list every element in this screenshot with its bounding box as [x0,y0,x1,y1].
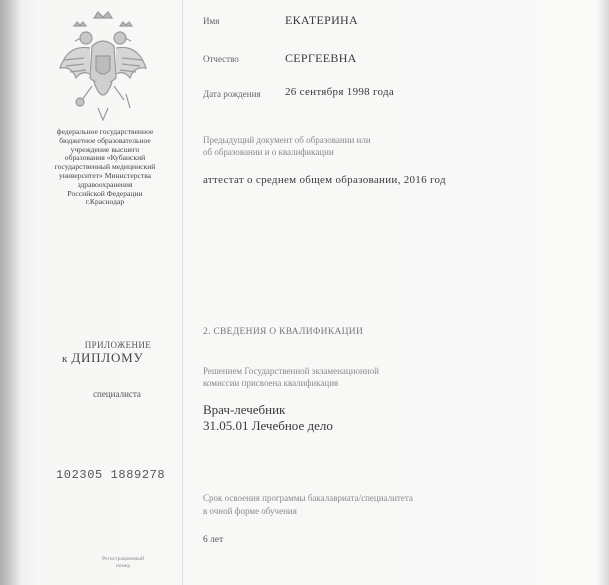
column-divider [182,0,183,585]
study-term-label-line: в очной форме обучения [203,506,297,516]
study-term-value: 6 лет [203,535,224,545]
issuer-line: Российской Федерации [67,188,143,198]
specialty-code: 31.05.01 Лечебное дело [203,418,333,433]
coat-of-arms-icon [54,8,152,126]
issuer-line: здравоохранения [77,179,133,189]
issuer-line: государственный медицинский [54,162,156,172]
appendix-subtitle [62,350,182,366]
qualification-title: Врач-лечебник [203,402,286,417]
prior-education-value: аттестат о среднем общем образовании, 2016 год [203,174,446,186]
study-term-label-line: Срок освоения программы бакалавриата/специалитета [203,493,413,503]
registration-label [78,556,168,570]
issuer-block [30,128,180,207]
issuer-line: университет» Министерства [58,170,152,180]
patronymic-label: Отчество [203,54,239,64]
degree-level: специалиста [93,389,141,399]
registration-line: номер [115,563,131,569]
issuer-line: г.Краснодар [85,197,125,207]
decision-line: Решением Государственной экзаменационной [203,366,379,376]
issuer-line: образования «Кубанский [64,153,146,163]
issuer-line: учреждение высшего [70,144,140,154]
scan-left-shadow [0,0,22,585]
document-number: 102305 1889278 [56,468,166,482]
prior-education-label-line: Предыдущий документ об образовании или [203,135,371,145]
issuer-line: бюджетное образовательное [59,135,151,145]
qualification-section-title: 2. СВЕДЕНИЯ О КВАЛИФИКАЦИИ [203,327,364,337]
name-value: ЕКАТЕРИНА [285,13,358,27]
prior-education-label-line: об образовании и о квалификации [203,147,334,157]
birth-date-label: Дата рождения [203,89,261,99]
decision-line: комиссии присвоена квалификация [203,378,339,388]
appendix-prefix: к [62,353,68,365]
appendix-word: ДИПЛОМУ [71,350,144,365]
patronymic-value: СЕРГЕЕВНА [285,51,357,65]
issuer-line: федеральное государственное [56,127,154,136]
name-label: Имя [203,16,220,26]
appendix-title: ПРИЛОЖЕНИЕ [84,340,152,350]
birth-date-value: 26 сентября 1998 года [285,86,395,98]
scan-right-edge [597,0,609,585]
registration-line: Регистрационный [102,556,144,562]
